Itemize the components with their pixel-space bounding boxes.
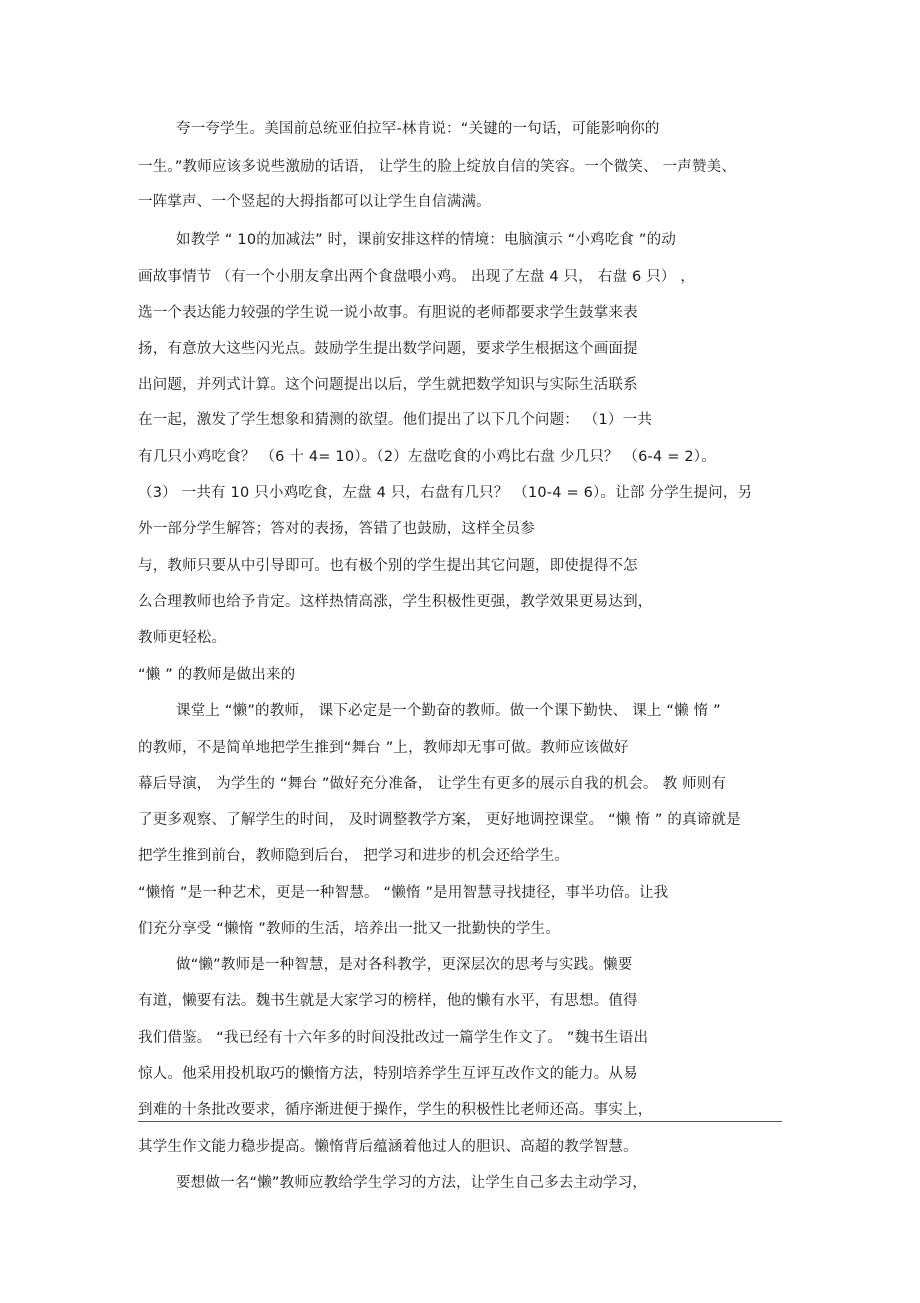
text-line: 其学生作文能力稳步提高。懒惰背后蕴涵着他过人的胆识、高超的教学智慧。 [138,1139,638,1155]
text-line: 惊人。他采用投机取巧的懒惰方法，特别培养学生互评互改作文的能力。从易 [138,1066,638,1082]
text-line: 做“懒”教师是一种智慧，是对各科教学，更深层次的思考与实践。懒要 [176,957,633,973]
section-heading: “懒 ” 的教师是做出来的 [138,667,296,683]
text-line: 我们借鉴。 “我已经有十六年多的时间没批改过一篇学生作文了。 ”魏书生语出 [138,1030,649,1046]
text-line: 画故事情节 （有一个小朋友拿出两个食盘喂小鸡。 出现了左盘 4 只， 右盘 6 只） ， [138,269,696,285]
text-line: （3） 一共有 10 只小鸡吃食，左盘 4 只，右盘有几只？ （10-4 = 6）。让部 分学生提问，另 [138,485,753,501]
text-line: 要想做一名“懒”教师应教给学生学习的方法，让学生自己多去主动学习， [176,1175,648,1191]
text-line: 一生。”教师应该多说些激励的话语， 让学生的脸上绽放自信的笑容。一个微笑、 一声赞美、 [138,159,737,175]
text-line: 幕后导演， 为学生的 “舞台 ”做好充分准备， 让学生有更多的展示自我的机会。 教 师则有 [138,776,727,792]
page-divider [138,1121,782,1122]
text-line: 们充分享受 “懒惰 ”教师的生活，培养出一批又一批勤快的学生。 [138,921,560,937]
text-line: 扬，有意放大这些闪光点。鼓励学生提出数学问题，要求学生根据这个画面提 [138,341,638,357]
text-line: 有道，懒要有法。魏书生就是大家学习的榜样，他的懒有水平，有思想。值得 [138,993,638,1009]
text-line: 与，教师只要从中引导即可。也有极个别的学生提出其它问题，即使提得不怎 [138,558,638,574]
text-line: 有几只小鸡吃食？ （6 十 4= 10）。（2）左盘吃食的小鸡比右盘 少几只？ （6-4 = 2）。 [138,449,716,465]
text-line: 出问题，并列式计算。这个问题提出以后，学生就把数学知识与实际生活联系 [138,377,638,393]
text-line: 课堂上 “懒”的教师， 课下必定是一个勤奋的教师。做一个课下勤快、 课上 “懒 惰 ” [176,703,721,719]
text-line: “懒惰 ”是一种艺术，更是一种智慧。 “懒惰 ”是用智慧寻找捷径，事半功倍。让我 [138,885,669,901]
text-line: 在一起，激发了学生想象和猜测的欲望。他们提出了以下几个问题： （1）一共 [138,412,653,428]
text-line: 教师更轻松。 [138,630,227,646]
text-line: 么合理教师也给予肯定。这样热情高涨，学生积极性更强，教学效果更易达到， [138,594,653,610]
text-line: 选一个表达能力较强的学生说一说小故事。有胆说的老师都要求学生鼓掌来表 [138,305,638,321]
text-line: 的教师，不是简单地把学生推到“舞台 ”上，教师却无事可做。教师应该做好 [138,740,629,756]
text-line: 到难的十条批改要求，循序渐进便于操作，学生的积极性比老师还高。事实上， [138,1102,653,1118]
text-line: 一阵掌声、一个竖起的大拇指都可以让学生自信满满。 [138,194,491,210]
text-line: 如教学 “ 10的加减法” 时，课前安排这样的情境：电脑演示 “小鸡吃食 ”的动 [176,232,677,248]
text-line: 外一部分学生解答；答对的表扬，答错了也鼓励，这样全员参 [138,521,535,537]
text-line: 把学生推到前台，教师隐到后台， 把学习和进步的机会还给学生。 [138,848,570,864]
text-line: 夸一夸学生。美国前总统亚伯拉罕-林肯说：“关键的一句话，可能影响你的 [176,121,660,137]
text-line: 了更多观察、了解学生的时间， 及时调整教学方案， 更好地调控课堂。 “懒 惰 ” 的真谛就是 [138,812,741,828]
